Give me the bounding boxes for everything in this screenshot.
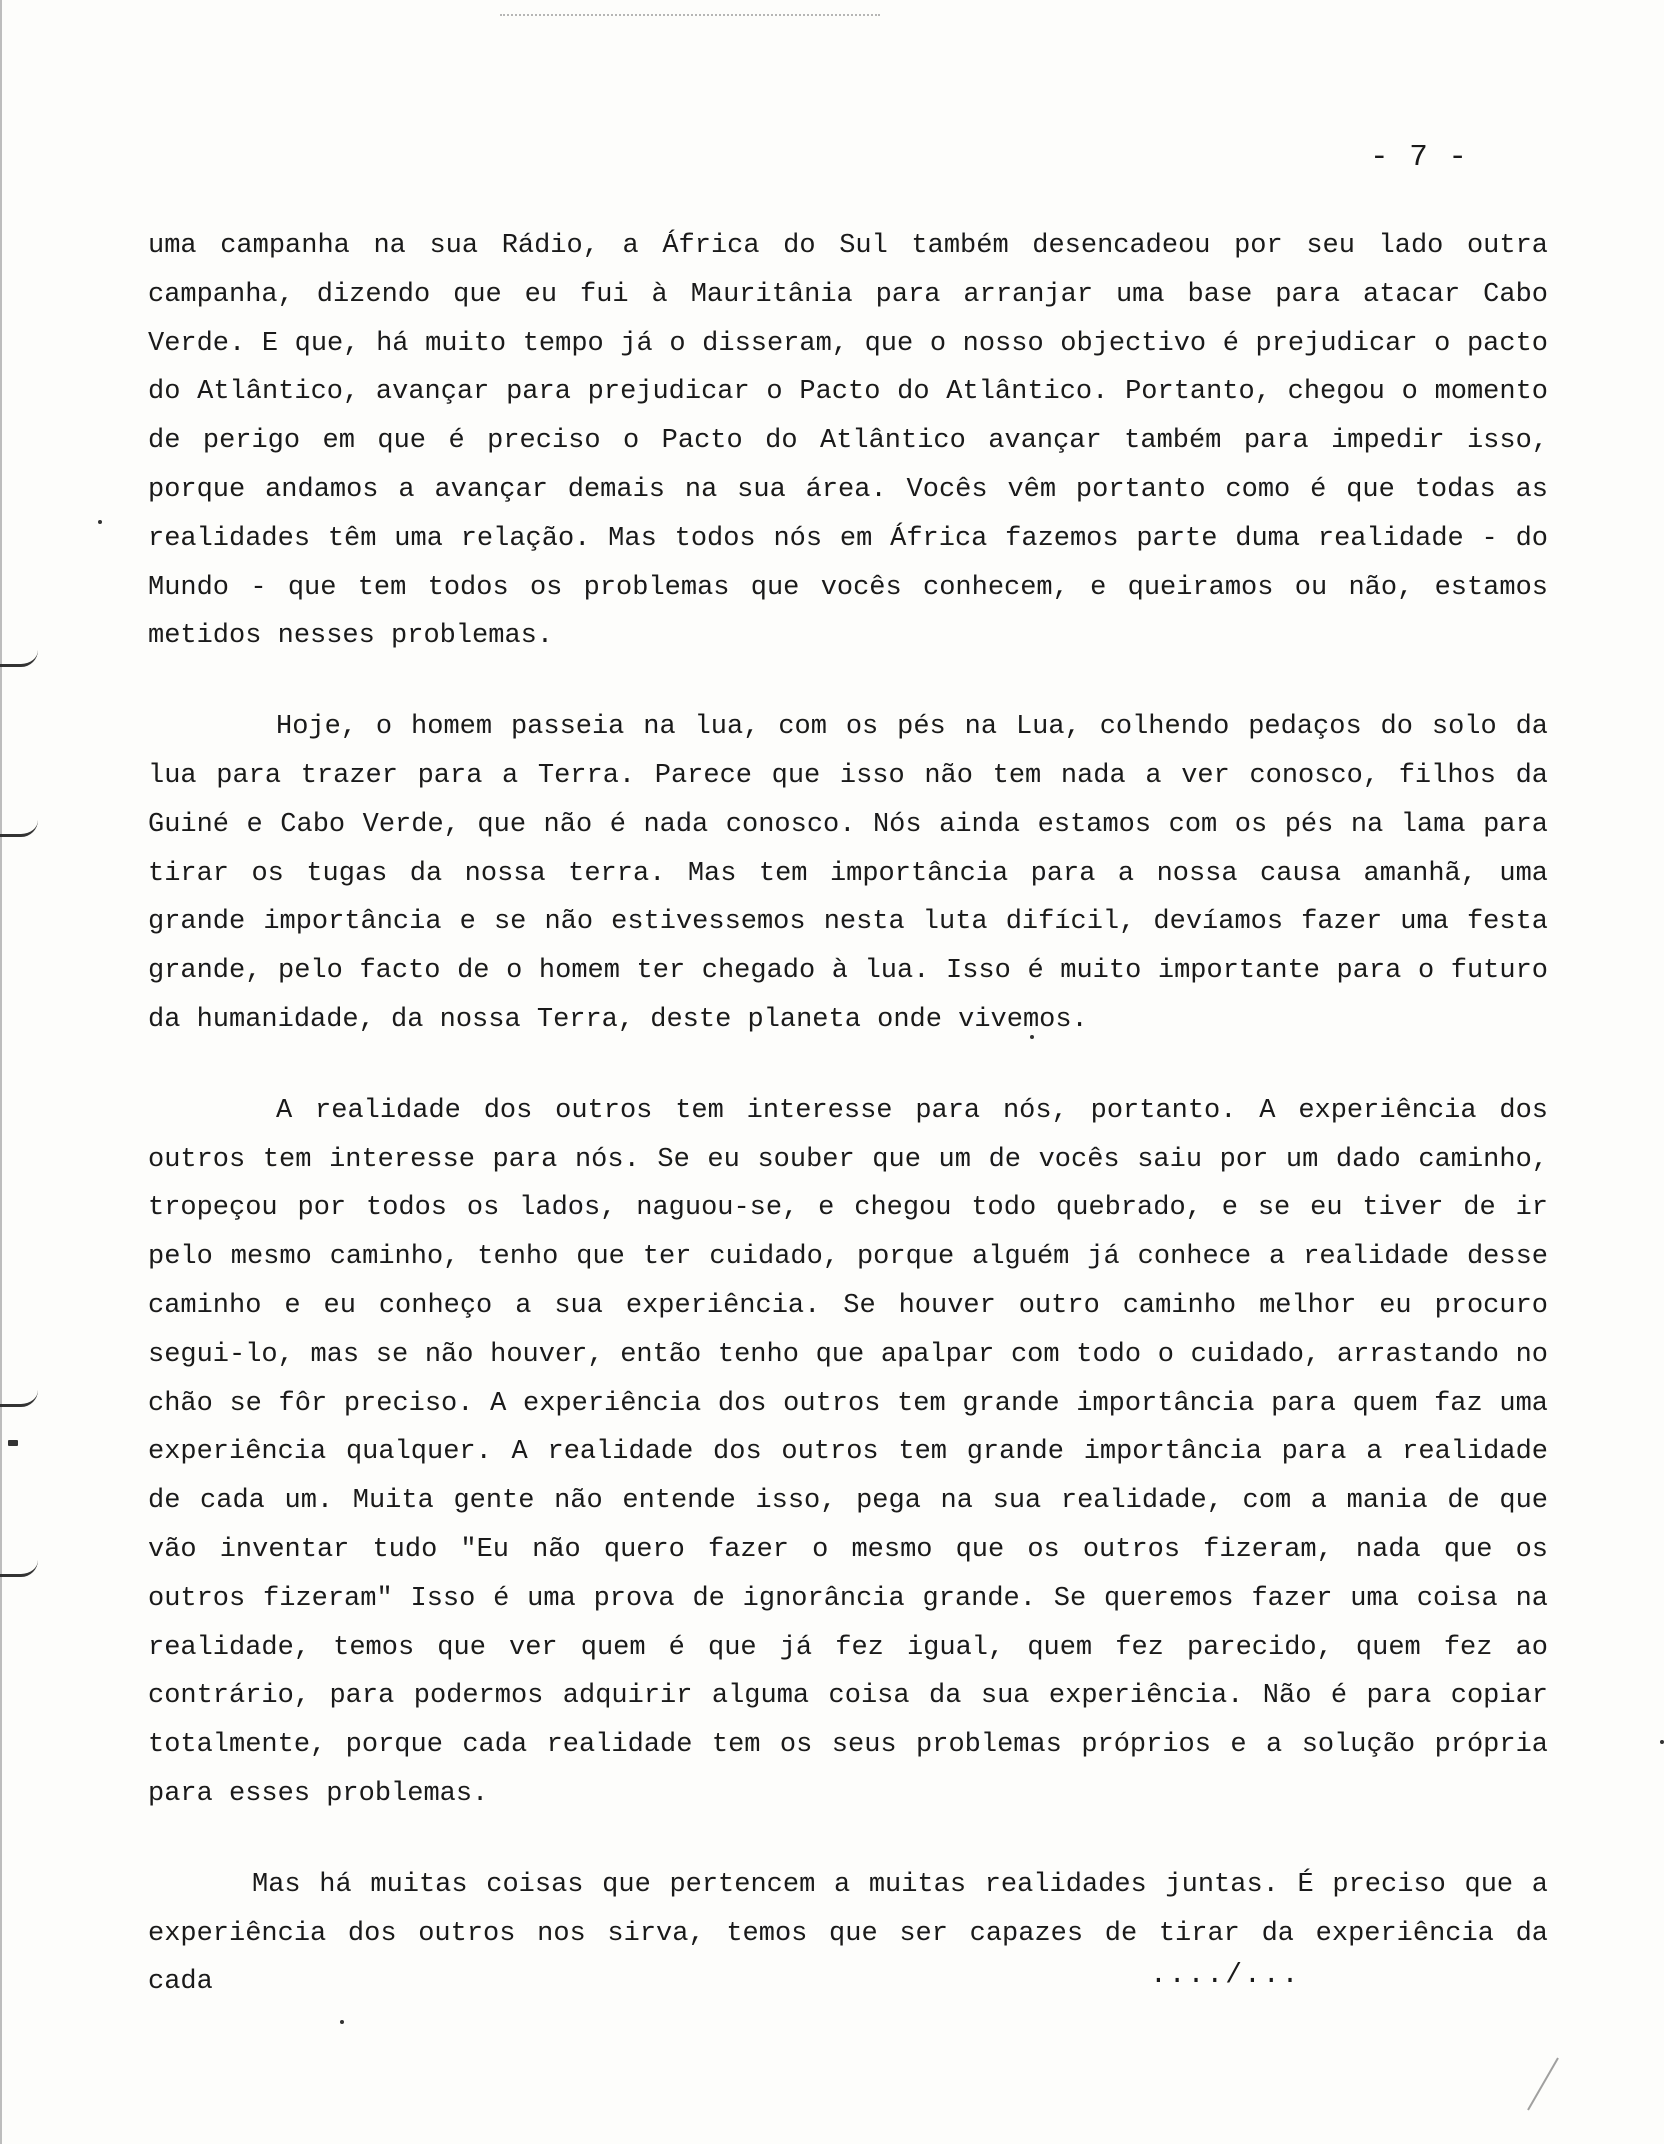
scan-mark bbox=[1527, 2058, 1559, 2111]
margin-mark bbox=[0, 650, 38, 667]
scan-speck bbox=[1660, 1740, 1664, 1744]
body-text bbox=[148, 222, 1548, 2007]
scan-speck bbox=[8, 1440, 18, 1446]
scan-speck bbox=[340, 2020, 344, 2024]
paragraph: uma campanha na sua Rádio, a África do Sul também desencadeou por seu lado outra campanha, dizendo que eu fui à Mauritânia para arranjar uma base para atacar Cabo Verde. E que, há muito tempo já o disseram, que o nosso objectivo é prejudicar o pacto do Atlântico, avançar para prejudicar o Pacto do Atlântico. Portanto, chegou o momento de perigo em que é preciso o Pacto do Atlântico avançar também para impedir isso, porque andamos a avançar demais na sua área. Vocês vêm portanto como é que todas as realidades têm uma relação. Mas todos nós em África fazemos parte duma realidade - do Mundo - que tem todos os problemas que vocês conhecem, e queiramos ou não, estamos metidos nesses problemas. bbox=[148, 231, 1548, 652]
scan-speck bbox=[98, 520, 102, 524]
margin-mark bbox=[0, 1390, 38, 1407]
paragraph: Hoje, o homem passeia na lua, com os pés na Lua, colhendo pedaços do solo da lua para trazer para a Terra. Parece que isso não tem nada a ver conosco, filhos da Guiné e Cabo Verde, que não é nada conosco. Nós ainda estamos com os pés na lama para tirar os tugas da nossa terra. Mas tem importância para a nossa causa amanhã, uma grande importância e se não estivessemos nesta luta difícil, devíamos fazer uma festa grande, pelo facto de o homem ter chegado à lua. Isso é muito importante para o futuro da humanidade, da nossa Terra, deste planeta onde vivemos. bbox=[148, 712, 1548, 1035]
margin-mark bbox=[0, 820, 38, 837]
continuation-mark: ..../... bbox=[1150, 1960, 1301, 1991]
paragraph: Mas há muitas coisas que pertencem a muitas realidades juntas. É preciso que a experiência dos outros nos sirva, temos que ser capazes de tirar da experiência da cada bbox=[148, 1869, 1548, 1998]
scan-smudge bbox=[500, 0, 880, 16]
scan-edge-line bbox=[0, 0, 2, 2144]
page-number: - 7 - bbox=[1370, 140, 1469, 175]
paragraph: A realidade dos outros tem interesse para nós, portanto. A experiência dos outros tem interesse para nós. Se eu souber que um de vocês saiu por um dado caminho, tropeçou por todos os lados, naguou-se, e chegou todo quebrado, e se eu tiver de ir pelo mesmo caminho, tenho que ter cuidado, porque alguém já conhece a realidade desse caminho e eu conheço a sua experiência. Se houver outro caminho melhor eu procuro segui-lo, mas se não houver, então tenho que apalpar com todo o cuidado, arrastando no chão se fôr preciso. A experiência dos outros tem grande importância para quem faz uma experiência qualquer. A realidade dos outros tem grande importância para a realidade de cada um. Muita gente não entende isso, pega na sua realidade, com a mania de que vão inventar tudo "Eu não quero fazer o mesmo que os outros fizeram, nada que os outros fizeram" Isso é uma prova de ignorância grande. Se queremos fazer uma coisa na realidade, temos que ver quem é que já fez igual, quem fez parecido, quem fez ao contrário, para podermos adquirir alguma coisa da sua experiência. Não é para copiar totalmente, porque cada realidade tem os seus problemas próprios e a solução própria para esses problemas. bbox=[148, 1095, 1548, 1809]
margin-mark bbox=[0, 1560, 38, 1577]
